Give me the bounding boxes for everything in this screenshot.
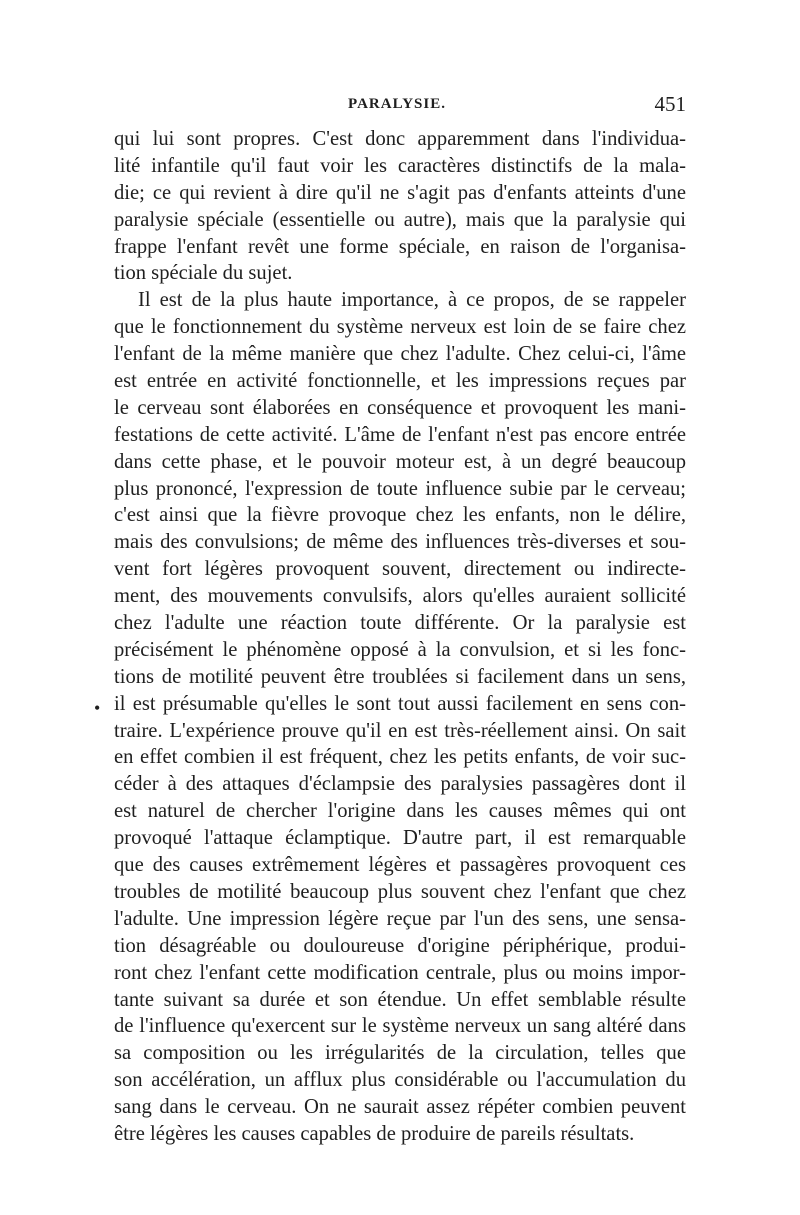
- text-line: die; ce qui revient à dire qu'il ne s'agit pas d'enfants atteints d'une: [114, 181, 686, 204]
- text-line: de l'influence qu'exercent sur le système nerveux un sang altéré dans: [114, 1015, 686, 1038]
- text-line: ront chez l'enfant cette modification centrale, plus ou moins impor-: [114, 961, 686, 984]
- paragraph: [114, 287, 686, 1148]
- text-line: mais des convulsions; de même des influences très-diverses et sou-: [114, 531, 686, 554]
- text-line: en effet combien il est fréquent, chez les petits enfants, de voir suc-: [114, 746, 686, 769]
- text-line: qui lui sont propres. C'est donc apparemment dans l'individua-: [114, 128, 686, 150]
- text-line: précisément le phénomène opposé à la convulsion, et si les fonc-: [114, 638, 686, 661]
- text-line: provoqué l'attaque éclamptique. D'autre part, il est remarquable: [114, 827, 686, 850]
- text-line: être légères les causes capables de produire de pareils résultats.: [114, 1122, 635, 1145]
- text-line: troubles de motilité beaucoup plus souvent chez l'enfant que chez: [114, 880, 686, 903]
- text-line: tion désagréable ou douloureuse d'origine périphérique, produi-: [114, 934, 686, 957]
- text-line: sang dans le cerveau. On ne saurait assez répéter combien peuvent: [114, 1096, 686, 1119]
- text-line: ment, des mouvements convulsifs, alors qu'elles auraient sollicité: [114, 585, 686, 608]
- text-line: son accélération, un afflux plus considérable ou l'accumulation du: [114, 1069, 686, 1092]
- text-line: vent fort légères provoquent souvent, directement ou indirecte-: [114, 558, 686, 581]
- text-line: sa composition ou les irrégularités de la circulation, telles que: [114, 1042, 686, 1065]
- text-line: dans cette phase, et le pouvoir moteur est, à un degré beaucoup: [114, 450, 686, 473]
- text-line: lité infantile qu'il faut voir les caractères distinctifs de la mala-: [114, 154, 686, 177]
- page-number: 451: [654, 92, 686, 116]
- text-line: que le fonctionnement du système nerveux est loin de se faire chez: [114, 316, 686, 339]
- text-line: festations de cette activité. L'âme de l'enfant n'est pas encore entrée: [114, 423, 686, 446]
- text-line: le cerveau sont élaborées en conséquence et provoquent les mani-: [114, 396, 686, 419]
- text-line: céder à des attaques d'éclampsie des paralysies passagères dont il: [114, 773, 686, 796]
- text-line: est entrée en activité fonctionnelle, et les impressions reçues par: [114, 370, 686, 393]
- text-line: traire. L'expérience prouve qu'il en est très-réellement ainsi. On sait: [114, 719, 686, 742]
- text-line: Il est de la plus haute importance, à ce propos, de se rappeler: [138, 289, 686, 312]
- text-line: tante suivant sa durée et son étendue. Un effet semblable résulte: [114, 988, 686, 1011]
- margin-mark: •: [94, 698, 101, 718]
- text-line: est naturel de chercher l'origine dans les causes mêmes qui ont: [114, 800, 686, 823]
- text-line: l'enfant de la même manière que chez l'adulte. Chez celui-ci, l'âme: [114, 343, 686, 366]
- text-line: plus prononcé, l'expression de toute influence subie par le cerveau;: [114, 477, 686, 500]
- text-line: c'est ainsi que la fièvre provoque chez les enfants, non le délire,: [114, 504, 686, 527]
- text-line: frappe l'enfant revêt une forme spéciale, en raison de l'organisa-: [114, 235, 686, 258]
- text-line: que des causes extrêmement légères et passagères provoquent ces: [114, 854, 686, 877]
- text-line: l'adulte. Une impression légère reçue par l'un des sens, une sensa-: [114, 907, 686, 930]
- running-head: [108, 92, 686, 120]
- text-line: paralysie spéciale (essentielle ou autre), mais que la paralysie qui: [114, 208, 686, 231]
- paragraph: [114, 126, 686, 287]
- text-line: tion spéciale du sujet.: [114, 262, 293, 285]
- text-line: chez l'adulte une réaction toute différente. Or la paralysie est: [114, 612, 686, 635]
- body-text: [114, 126, 686, 1148]
- text-line: tions de motilité peuvent être troublées si facilement dans un sens,: [114, 665, 686, 688]
- running-title: PARALYSIE.: [348, 96, 446, 112]
- text-line: il est présumable qu'elles le sont tout aussi facilement en sens con-: [114, 692, 686, 715]
